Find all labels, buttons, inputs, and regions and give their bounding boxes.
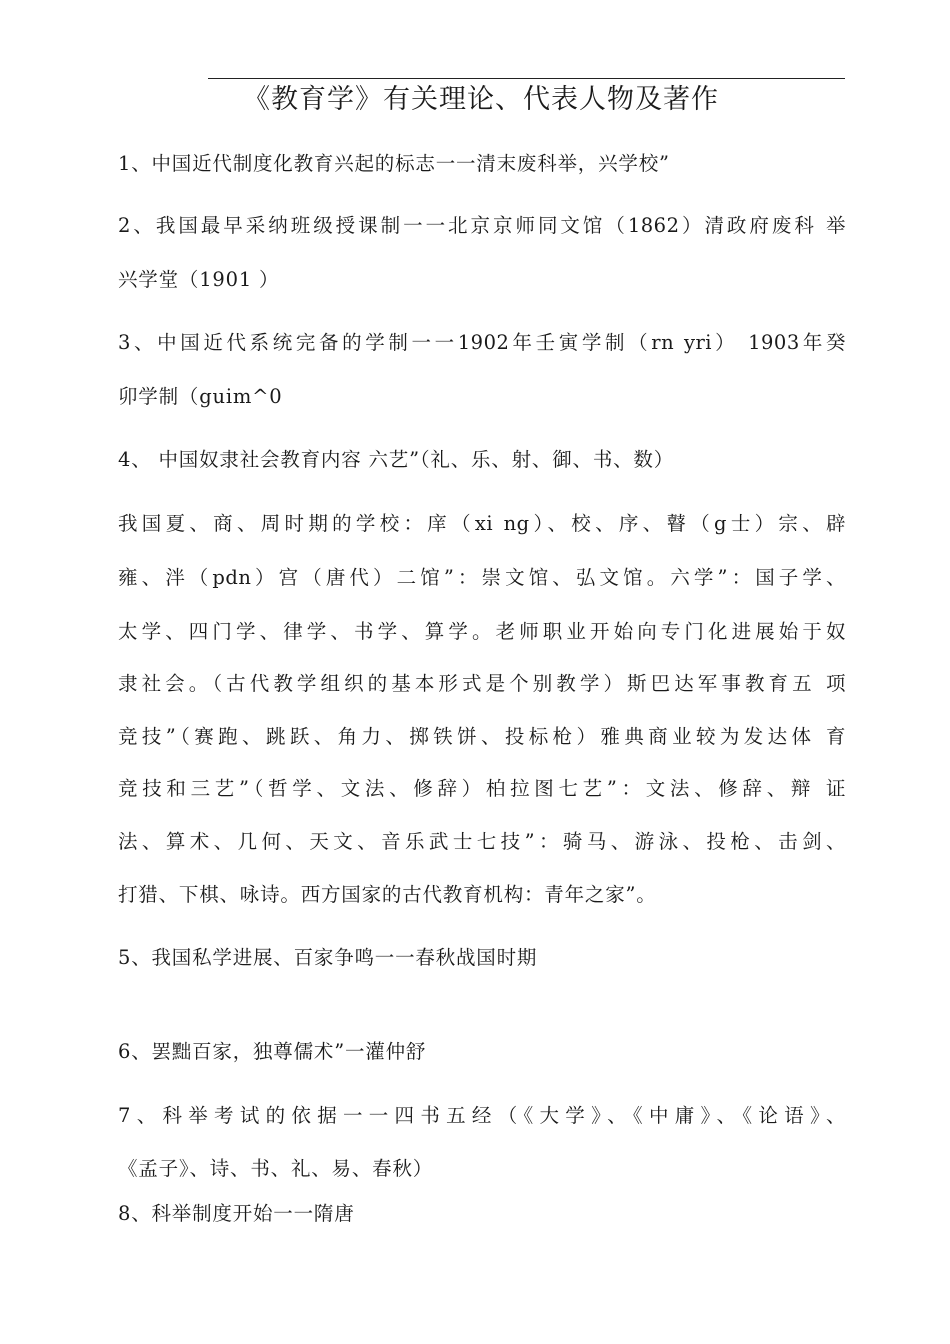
paragraph-line: 6、罢黜百家，独尊儒术”一灌仲舒 [118,1040,427,1063]
header-rule [208,78,845,79]
paragraph-line: 1、中国近代制度化教育兴起的标志一一清末废科举，兴学校” [118,152,670,175]
paragraph-line: 竞技”（赛跑、跳跃、角力、掷铁饼、投标枪）雅典商业较为发达体 育 [118,725,846,748]
paragraph-line: 打猎、下棋、咏诗。西方国家的古代教育机构：青年之家”。 [118,883,657,906]
paragraph-line: 我国夏、商、周时期的学校：庠（xi ng）、校、序、瞽（g士）宗、辟 [118,512,846,535]
paragraph-line: 竞技和三艺”（哲学、文法、修辞）柏拉图七艺”：文法、修辞、辩 证 [118,777,846,800]
paragraph-line: 雍、泮（pdn）宫（唐代）二馆”：崇文馆、弘文馆。六学”：国子学、 [118,566,846,589]
document-title: 《教育学》有关理论、代表人物及著作 [243,84,719,115]
paragraph-line: 8、科举制度开始一一隋唐 [118,1202,355,1225]
paragraph-line: 隶社会。（古代教学组织的基本形式是个别教学）斯巴达军事教育五 项 [118,672,846,695]
paragraph-line: 《孟子》、诗、书、礼、易、春秋） [118,1157,434,1180]
paragraph-line: 法、算术、几何、天文、音乐武士七技”：骑马、游泳、投枪、击剑、 [118,830,846,853]
paragraph-line: 4、 中国奴隶社会教育内容 六艺”（礼、乐、射、御、书、数） [118,448,675,471]
paragraph-line: 2、我国最早采纳班级授课制一一北京京师同文馆（1862）清政府废科 举 [118,214,846,237]
paragraph-line: 太学、四门学、律学、书学、算学。老师职业开始向专门化进展始于奴 [118,620,846,643]
paragraph-line: 3、中国近代系统完备的学制一一1902年壬寅学制（rn yri） 1903年癸 [118,331,846,354]
paragraph-line: 7、科举考试的依据一一四书五经（《大学》、《中庸》、《论语》、 [118,1104,846,1127]
paragraph-line: 兴学堂（1901 ） [118,268,280,291]
paragraph-line: 卯学制（guim^0 [118,385,283,408]
paragraph-line: 5、我国私学进展、百家争鸣一一春秋战国时期 [118,946,538,969]
